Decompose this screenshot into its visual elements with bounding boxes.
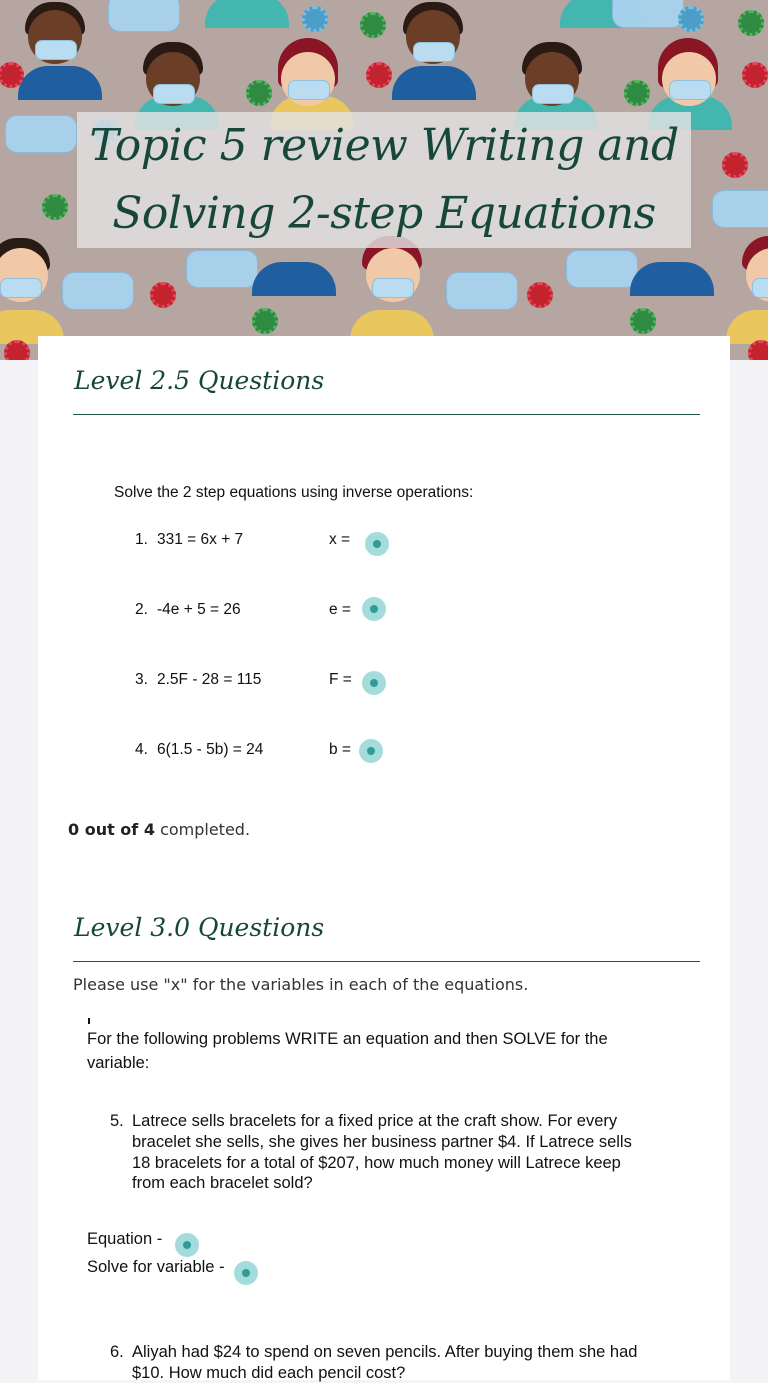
q6-text-line: $10. How much did each pencil cost? xyxy=(132,1364,406,1382)
virus-icon xyxy=(748,340,768,360)
level-3-0-heading: Level 3.0 Questions xyxy=(74,913,325,942)
virus-icon xyxy=(246,80,272,106)
person-illustration xyxy=(392,66,476,100)
title-line-1: Topic 5 review Writing and xyxy=(89,120,679,171)
person-illustration xyxy=(630,262,714,296)
problem-intro-line-2: variable: xyxy=(87,1054,150,1072)
q5-text-line: 18 bracelets for a total of $207, how much money will Latrece keep xyxy=(132,1154,621,1172)
divider xyxy=(73,961,700,962)
q5-text-line: from each bracelet sold? xyxy=(132,1174,313,1192)
progress-count: 0 out of 4 xyxy=(68,820,155,839)
problem-intro-line-1: For the following problems WRITE an equation and then SOLVE for the xyxy=(87,1030,608,1048)
q5-solve-label: Solve for variable - xyxy=(87,1258,225,1276)
virus-icon xyxy=(150,282,176,308)
q1-equation: 331 = 6x + 7 xyxy=(157,531,244,548)
virus-icon xyxy=(624,80,650,106)
q5-text-line: Latrece sells bracelets for a fixed price at the craft show. For every xyxy=(132,1112,618,1130)
q2-equation: -4e + 5 = 26 xyxy=(157,601,241,618)
virus-icon xyxy=(302,6,328,32)
virus-icon xyxy=(738,10,764,36)
person-illustration xyxy=(18,66,102,100)
virus-icon xyxy=(4,340,30,360)
virus-icon xyxy=(360,12,386,38)
virus-icon xyxy=(527,282,553,308)
progress-suffix: completed. xyxy=(160,820,251,839)
q5-equation-answer-field[interactable] xyxy=(175,1233,199,1257)
virus-icon xyxy=(678,6,704,32)
q6-number: 6. xyxy=(110,1343,124,1361)
title-line-2: Solving 2-step Equations xyxy=(112,188,656,239)
divider xyxy=(73,414,700,415)
text-marker xyxy=(88,1018,90,1024)
q5-solve-answer-field[interactable] xyxy=(234,1261,258,1285)
virus-icon xyxy=(742,62,768,88)
person-illustration xyxy=(726,310,768,344)
q1-variable-label: x = xyxy=(329,531,351,548)
page-title xyxy=(77,112,691,248)
q2-number: 2. xyxy=(135,601,148,618)
q3-equation: 2.5F - 28 = 115 xyxy=(157,671,262,688)
q4-variable-label: b = xyxy=(329,741,351,758)
worksheet-card xyxy=(38,336,730,1380)
instructions: Solve the 2 step equations using inverse operations: xyxy=(114,484,474,501)
q5-text-line: bracelet she sells, she gives her business partner $4. If Latrece sells xyxy=(132,1133,632,1151)
variable-note: Please use "x" for the variables in each of the equations. xyxy=(73,975,529,994)
q1-number: 1. xyxy=(135,531,148,548)
virus-icon xyxy=(252,308,278,334)
q2-variable-label: e = xyxy=(329,601,351,618)
q5-equation-label: Equation - xyxy=(87,1230,163,1248)
virus-icon xyxy=(366,62,392,88)
q3-answer-field[interactable] xyxy=(362,671,386,695)
q1-answer-field[interactable] xyxy=(365,532,389,556)
q4-number: 4. xyxy=(135,741,148,758)
q6-text-line: Aliyah had $24 to spend on seven pencils. After buying them she had xyxy=(132,1343,638,1361)
q3-number: 3. xyxy=(135,671,148,688)
mask-illustration xyxy=(108,0,180,32)
virus-icon xyxy=(722,152,748,178)
progress-status xyxy=(68,820,250,839)
q5-number: 5. xyxy=(110,1112,124,1130)
virus-icon xyxy=(42,194,68,220)
q4-answer-field[interactable] xyxy=(359,739,383,763)
q2-answer-field[interactable] xyxy=(362,597,386,621)
level-2-5-heading: Level 2.5 Questions xyxy=(74,366,325,395)
q4-equation: 6(1.5 - 5b) = 24 xyxy=(157,741,264,758)
virus-icon xyxy=(630,308,656,334)
q3-variable-label: F = xyxy=(329,671,352,688)
person-illustration xyxy=(252,262,336,296)
